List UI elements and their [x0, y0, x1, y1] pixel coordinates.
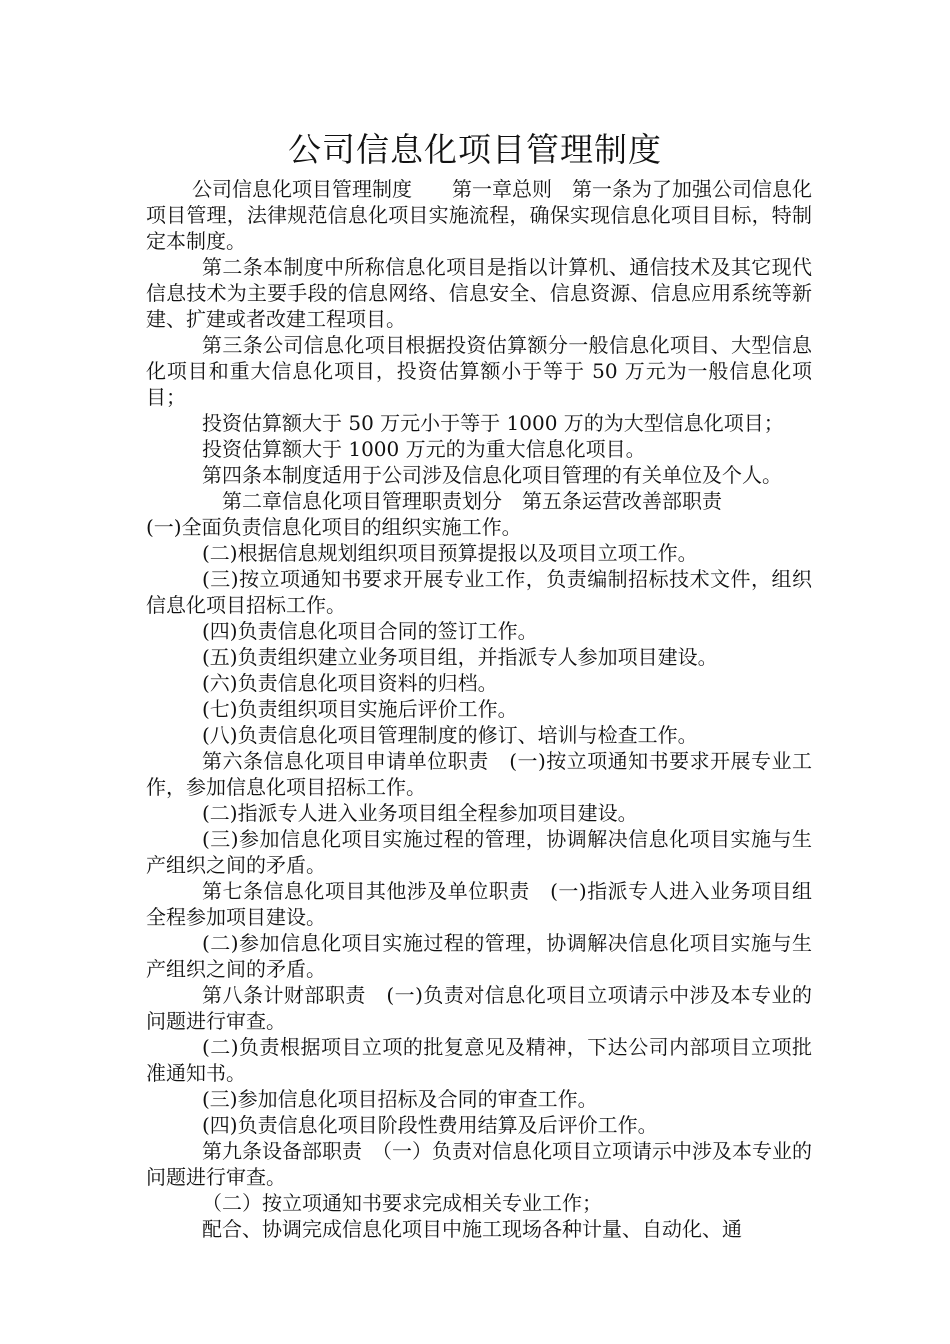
paragraph: (四)负责信息化项目阶段性费用结算及后评价工作。 [202, 1113, 658, 1137]
paragraph: 第四条本制度适用于公司涉及信息化项目管理的有关单位及个人。 [202, 463, 782, 487]
paragraph: (二)参加信息化项目实施过程的管理，协调解决信息化项目实施与生产组织之间的矛盾。 [146, 931, 812, 981]
paragraph: (三)参加信息化项目实施过程的管理，协调解决信息化项目实施与生产组织之间的矛盾。 [146, 827, 812, 877]
paragraph: 第六条信息化项目申请单位职责 (一)按立项通知书要求开展专业工作，参加信息化项目招标工作。 [146, 749, 812, 799]
paragraph: 第二条本制度中所称信息化项目是指以计算机、通信技术及其它现代信息技术为主要手段的信息网络、信息安全、信息资源、信息应用系统等新建、扩建或者改建工程项目。 [146, 255, 812, 331]
paragraph: (八)负责信息化项目管理制度的修订、培训与检查工作。 [202, 723, 698, 747]
document-body [146, 176, 812, 1242]
paragraph: （二）按立项通知书要求完成相关专业工作； [202, 1191, 602, 1215]
paragraph: 第九条设备部职责 （一）负责对信息化项目立项请示中涉及本专业的问题进行审查。 [146, 1139, 812, 1189]
paragraph: 投资估算额大于 1000 万元的为重大信息化项目。 [202, 437, 646, 461]
paragraph: (三)按立项通知书要求开展专业工作，负责编制招标技术文件，组织信息化项目招标工作。 [146, 567, 812, 617]
paragraph: (二)指派专人进入业务项目组全程参加项目建设。 [202, 801, 638, 825]
paragraph: 第七条信息化项目其他涉及单位职责 (一)指派专人进入业务项目组全程参加项目建设。 [146, 879, 812, 929]
document-title: 公司信息化项目管理制度 [288, 130, 662, 169]
paragraph: 第二章信息化项目管理职责划分 第五条运营改善部职责 [202, 489, 722, 513]
paragraph: (三)参加信息化项目招标及合同的审查工作。 [202, 1087, 598, 1111]
paragraph: (二)根据信息规划组织项目预算提报以及项目立项工作。 [202, 541, 698, 565]
paragraph: 配合、协调完成信息化项目中施工现场各种计量、自动化、通 [202, 1217, 742, 1241]
paragraph: 公司信息化项目管理制度 第一章总则 第一条为了加强公司信息化项目管理，法律规范信息化项目实施流程，确保实现信息化项目目标，特制定本制度。 [146, 177, 812, 253]
paragraph: (四)负责信息化项目合同的签订工作。 [202, 619, 538, 643]
paragraph: 第八条计财部职责 (一)负责对信息化项目立项请示中涉及本专业的问题进行审查。 [146, 983, 812, 1033]
paragraph: (六)负责信息化项目资料的归档。 [202, 671, 498, 695]
paragraph: 投资估算额大于 50 万元小于等于 1000 万的为大型信息化项目； [202, 411, 784, 435]
paragraph: (五)负责组织建立业务项目组，并指派专人参加项目建设。 [202, 645, 718, 669]
paragraph: (二)负责根据项目立项的批复意见及精神，下达公司内部项目立项批准通知书。 [146, 1035, 812, 1085]
paragraph: (一)全面负责信息化项目的组织实施工作。 [146, 515, 522, 539]
paragraph: 第三条公司信息化项目根据投资估算额分一般信息化项目、大型信息化项目和重大信息化项目，投资估算额小于等于 50 万元为一般信息化项目； [146, 333, 812, 409]
paragraph: (七)负责组织项目实施后评价工作。 [202, 697, 518, 721]
